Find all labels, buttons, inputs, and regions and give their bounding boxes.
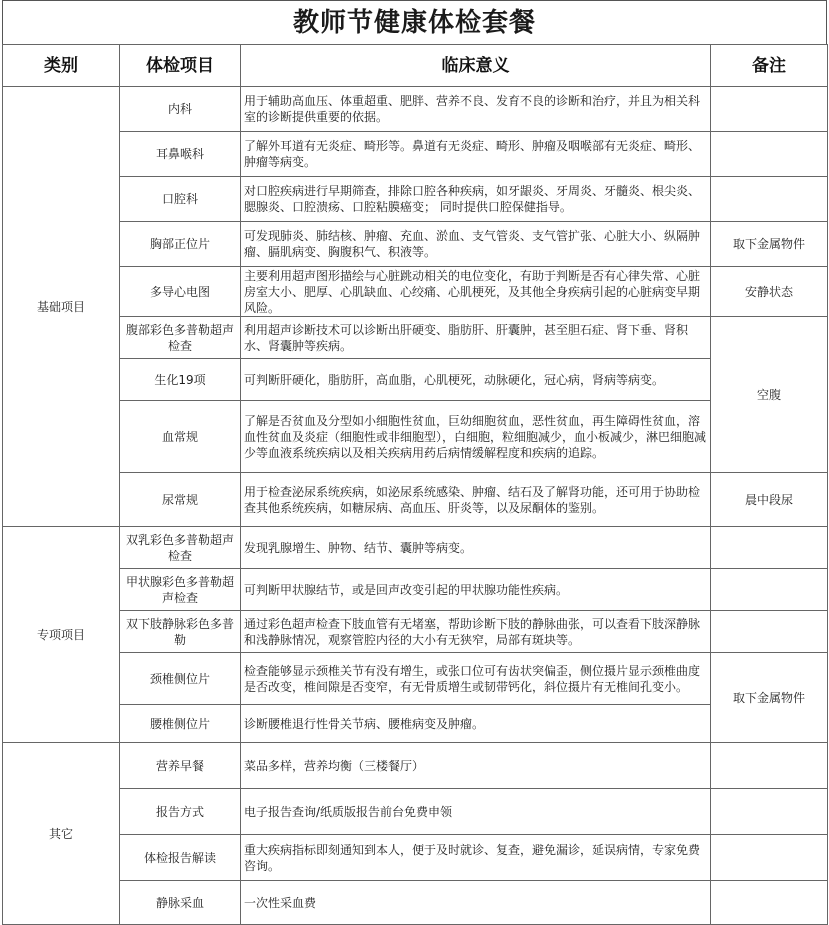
item-cell: 报告方式 bbox=[120, 789, 241, 835]
note-cell bbox=[711, 881, 828, 925]
table-row bbox=[3, 653, 828, 705]
meaning-cell: 对口腔疾病进行早期筛查，排除口腔各种疾病，如牙龈炎、牙周炎、牙髓炎、根尖炎、腮腺炎、口腔溃疡、口腔粘膜癌变； 同时提供口腔保健指导。 bbox=[241, 177, 711, 222]
table-row bbox=[3, 317, 828, 359]
note-cell bbox=[711, 527, 828, 569]
item-cell: 腰椎侧位片 bbox=[120, 705, 241, 743]
meaning-cell: 用于辅助高血压、体重超重、肥胖、营养不良、发育不良的诊断和治疗，并且为相关科室的诊断提供重要的依据。 bbox=[241, 87, 711, 132]
meaning-cell: 可判断肝硬化，脂肪肝，高血脂，心肌梗死，动脉硬化，冠心病，肾病等病变。 bbox=[241, 359, 711, 401]
item-cell: 静脉采血 bbox=[120, 881, 241, 925]
header-row bbox=[3, 45, 828, 87]
item-cell: 胸部正位片 bbox=[120, 222, 241, 267]
item-cell: 体检报告解读 bbox=[120, 835, 241, 881]
table-row bbox=[3, 401, 828, 473]
note-fasting: 空腹 bbox=[711, 317, 828, 473]
header-note: 备注 bbox=[711, 45, 828, 87]
page-title: 教师节健康体检套餐 bbox=[2, 0, 827, 44]
checkup-table bbox=[2, 44, 828, 925]
table-row bbox=[3, 835, 828, 881]
table-row bbox=[3, 569, 828, 611]
table-row bbox=[3, 743, 828, 789]
table-row bbox=[3, 87, 828, 132]
meaning-cell: 了解是否贫血及分型如小细胞性贫血，巨幼细胞贫血，恶性贫血，再生障碍性贫血，溶血性贫血及炎症（细胞性或非细胞型），白细胞，粒细胞减少，血小板减少，淋巴细胞减少等血液系统疾病以及相关疾病用药后病情缓解程度和疾病的追踪。 bbox=[241, 401, 711, 473]
meaning-cell: 一次性采血费 bbox=[241, 881, 711, 925]
item-cell: 耳鼻喉科 bbox=[120, 132, 241, 177]
item-cell: 生化19项 bbox=[120, 359, 241, 401]
note-remove-metal: 取下金属物件 bbox=[711, 653, 828, 743]
category-other: 其它 bbox=[3, 743, 120, 925]
header-item: 体检项目 bbox=[120, 45, 241, 87]
item-cell: 双下肢静脉彩色多普勒 bbox=[120, 611, 241, 653]
meaning-cell: 可判断甲状腺结节，或是回声改变引起的甲状腺功能性疾病。 bbox=[241, 569, 711, 611]
item-cell: 尿常规 bbox=[120, 473, 241, 527]
item-cell: 多导心电图 bbox=[120, 267, 241, 317]
meaning-cell: 了解外耳道有无炎症、畸形等。鼻道有无炎症、畸形、肿瘤及咽喉部有无炎症、畸形、肿瘤等病变。 bbox=[241, 132, 711, 177]
table-row bbox=[3, 611, 828, 653]
note-remove-metal: 取下金属物件 bbox=[711, 222, 828, 267]
note-cell bbox=[711, 789, 828, 835]
meaning-cell: 重大疾病指标即刻通知到本人，便于及时就诊、复查，避免漏诊，延误病情，专家免费咨询。 bbox=[241, 835, 711, 881]
note-cell bbox=[711, 87, 828, 132]
category-basic: 基础项目 bbox=[3, 87, 120, 527]
table-row bbox=[3, 527, 828, 569]
item-cell: 甲状腺彩色多普勒超声检查 bbox=[120, 569, 241, 611]
table-row bbox=[3, 132, 828, 177]
meaning-cell: 可发现肺炎、肺结核、肿瘤、充血、淤血、支气管炎、支气管扩张、心脏大小、纵隔肿瘤、膈肌病变、胸腹积气、积液等。 bbox=[241, 222, 711, 267]
meaning-cell: 主要利用超声图形描绘与心脏跳动相关的电位变化，有助于判断是否有心律失常、心脏房室大小、肥厚、心肌缺血、心绞痛、心肌梗死，及其他全身疾病引起的心脏病变早期风险。 bbox=[241, 267, 711, 317]
item-cell: 双乳彩色多普勒超声检查 bbox=[120, 527, 241, 569]
meaning-cell: 利用超声诊断技术可以诊断出肝硬变、脂肪肝、肝囊肿，甚至胆石症、肾下垂、肾积水、肾囊肿等疾病。 bbox=[241, 317, 711, 359]
meaning-cell: 检查能够显示颈椎关节有没有增生，或张口位可有齿状突偏歪，侧位摄片显示颈椎曲度是否改变，椎间隙是否变窄，有无骨质增生或韧带钙化，斜位摄片有无椎间孔变小。 bbox=[241, 653, 711, 705]
table-row bbox=[3, 177, 828, 222]
meaning-cell: 通过彩色超声检查下肢血管有无堵塞，帮助诊断下肢的静脉曲张，可以查看下肢深静脉和浅静脉情况，观察管腔内径的大小有无狭窄，局部有斑块等。 bbox=[241, 611, 711, 653]
header-category: 类别 bbox=[3, 45, 120, 87]
note-quiet: 安静状态 bbox=[711, 267, 828, 317]
meaning-cell: 诊断腰椎退行性骨关节病、腰椎病变及肿瘤。 bbox=[241, 705, 711, 743]
item-cell: 腹部彩色多普勒超声检查 bbox=[120, 317, 241, 359]
meaning-cell: 电子报告查询/纸质版报告前台免费申领 bbox=[241, 789, 711, 835]
table-row bbox=[3, 222, 828, 267]
item-cell: 颈椎侧位片 bbox=[120, 653, 241, 705]
note-cell bbox=[711, 177, 828, 222]
item-cell: 口腔科 bbox=[120, 177, 241, 222]
table-row bbox=[3, 705, 828, 743]
category-special: 专项项目 bbox=[3, 527, 120, 743]
table-row bbox=[3, 359, 828, 401]
table-row bbox=[3, 881, 828, 925]
table-row bbox=[3, 473, 828, 527]
meaning-cell: 菜品多样，营养均衡（三楼餐厅） bbox=[241, 743, 711, 789]
note-cell bbox=[711, 611, 828, 653]
item-cell: 营养早餐 bbox=[120, 743, 241, 789]
header-meaning: 临床意义 bbox=[241, 45, 711, 87]
note-cell bbox=[711, 835, 828, 881]
meaning-cell: 发现乳腺增生、肿物、结节、囊肿等病变。 bbox=[241, 527, 711, 569]
table-row bbox=[3, 267, 828, 317]
note-cell bbox=[711, 569, 828, 611]
note-morning-urine: 晨中段尿 bbox=[711, 473, 828, 527]
meaning-cell: 用于检查泌尿系统疾病，如泌尿系统感染、肿瘤、结石及了解肾功能，还可用于协助检查其他系统疾病，如糖尿病、高血压、肝炎等，以及尿酮体的鉴别。 bbox=[241, 473, 711, 527]
item-cell: 血常规 bbox=[120, 401, 241, 473]
note-cell bbox=[711, 743, 828, 789]
table-row bbox=[3, 789, 828, 835]
note-cell bbox=[711, 132, 828, 177]
item-cell: 内科 bbox=[120, 87, 241, 132]
